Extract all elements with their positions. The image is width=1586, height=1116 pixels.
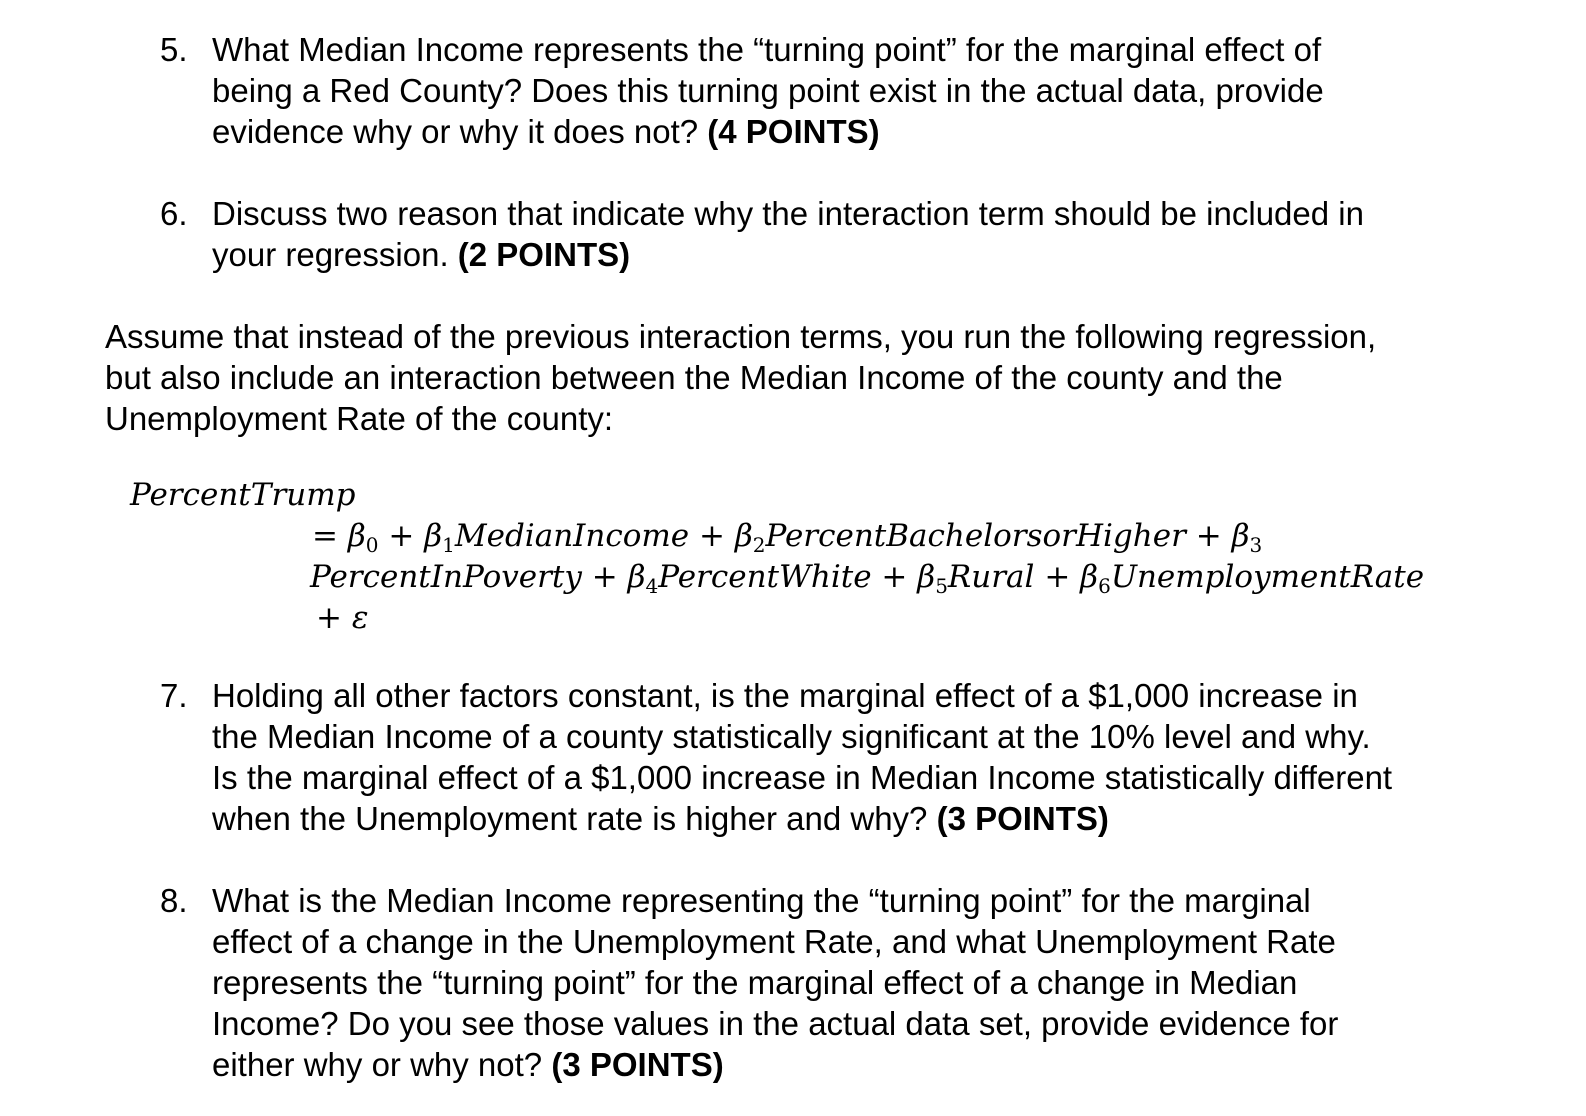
points-label: (4 POINTS) (707, 113, 880, 150)
equation-line-3 (316, 598, 368, 639)
text-line: Is the marginal effect of a $1,000 increase in Median Income statistically different (212, 759, 1393, 796)
intro-paragraph (105, 316, 1545, 439)
plus-sign: + (388, 518, 415, 554)
text-line: What is the Median Income representing the “turning point” for the marginal (212, 882, 1311, 919)
variable-name: UnemploymentRate (1110, 559, 1425, 595)
variable-name: MedianIncome (454, 518, 690, 554)
text-line: Discuss two reason that indicate why the interaction term should be included in (212, 195, 1364, 232)
plus-sign: + (699, 518, 725, 554)
question-6 (160, 193, 1560, 275)
subscript: 3 (1249, 533, 1263, 557)
subscript: 6 (1098, 574, 1111, 598)
equals-sign: = (312, 518, 338, 554)
question-number: 8. (160, 882, 188, 919)
text-line: What Median Income represents the “turning point” for the marginal effect of (212, 31, 1322, 68)
text-line (212, 1044, 1560, 1085)
text-line (212, 798, 1560, 839)
subscript: 0 (365, 533, 379, 557)
question-text (212, 29, 1560, 152)
points-label: (3 POINTS) (936, 800, 1109, 837)
plus-sign: + (881, 559, 908, 595)
text-line: Assume that instead of the previous interaction terms, you run the following regression, (105, 318, 1377, 355)
variable-name: PercentBachelorsorHigher (765, 518, 1186, 554)
plus-sign: + (591, 559, 618, 595)
variable-name: PercentInPoverty (310, 559, 582, 595)
plus-sign: + (1044, 559, 1071, 595)
subscript: 5 (935, 574, 948, 598)
question-text (212, 193, 1560, 275)
plus-sign: + (1195, 518, 1222, 554)
subscript: 4 (645, 574, 659, 598)
equation-lhs-variable: PercentTrump (130, 477, 356, 513)
equation-line-1 (312, 516, 1262, 557)
text-line: but also include an interaction between the Median Income of the county and the (105, 359, 1283, 396)
equation-lhs (130, 475, 355, 516)
text-line: Holding all other factors constant, is the marginal effect of a $1,000 increase in (212, 677, 1358, 714)
beta-symbol: β (347, 518, 366, 554)
question-text (212, 675, 1560, 839)
beta-symbol: β (1080, 559, 1099, 595)
text-line-content: your regression. (212, 236, 458, 273)
text-line (212, 111, 1560, 152)
beta-symbol: β (424, 518, 443, 554)
points-label: (3 POINTS) (551, 1046, 724, 1083)
question-number: 5. (160, 31, 188, 68)
equation-line-2 (310, 557, 1424, 598)
text-line: Income? Do you see those values in the actual data set, provide evidence for (212, 1005, 1339, 1042)
question-8 (160, 880, 1560, 1085)
subscript: 1 (442, 533, 455, 557)
question-7 (160, 675, 1560, 839)
beta-symbol: β (1231, 518, 1250, 554)
question-number: 6. (160, 195, 188, 232)
beta-symbol: β (917, 559, 936, 595)
text-line-content: either why or why not? (212, 1046, 552, 1083)
text-line: represents the “turning point” for the marginal effect of a change in Median (212, 964, 1298, 1001)
question-5 (160, 29, 1560, 152)
text-line: effect of a change in the Unemployment Rate, and what Unemployment Rate (212, 923, 1336, 960)
text-line: being a Red County? Does this turning point exist in the actual data, provide (212, 72, 1324, 109)
text-line-content: evidence why or why it does not? (212, 113, 708, 150)
text-line: Unemployment Rate of the county: (105, 400, 614, 437)
variable-name: Rural (947, 559, 1035, 595)
text-line: the Median Income of a county statistically significant at the 10% level and why. (212, 718, 1371, 755)
text-line-content: when the Unemployment rate is higher and why? (212, 800, 937, 837)
variable-name: PercentWhite (658, 559, 872, 595)
beta-symbol: β (627, 559, 646, 595)
text-line (212, 234, 1560, 275)
plus-sign: + (316, 600, 342, 636)
points-label: (2 POINTS) (457, 236, 631, 273)
subscript: 2 (752, 533, 766, 557)
question-text (212, 880, 1560, 1085)
question-number: 7. (160, 677, 188, 714)
epsilon-symbol: ε (351, 600, 369, 636)
beta-symbol: β (734, 518, 753, 554)
